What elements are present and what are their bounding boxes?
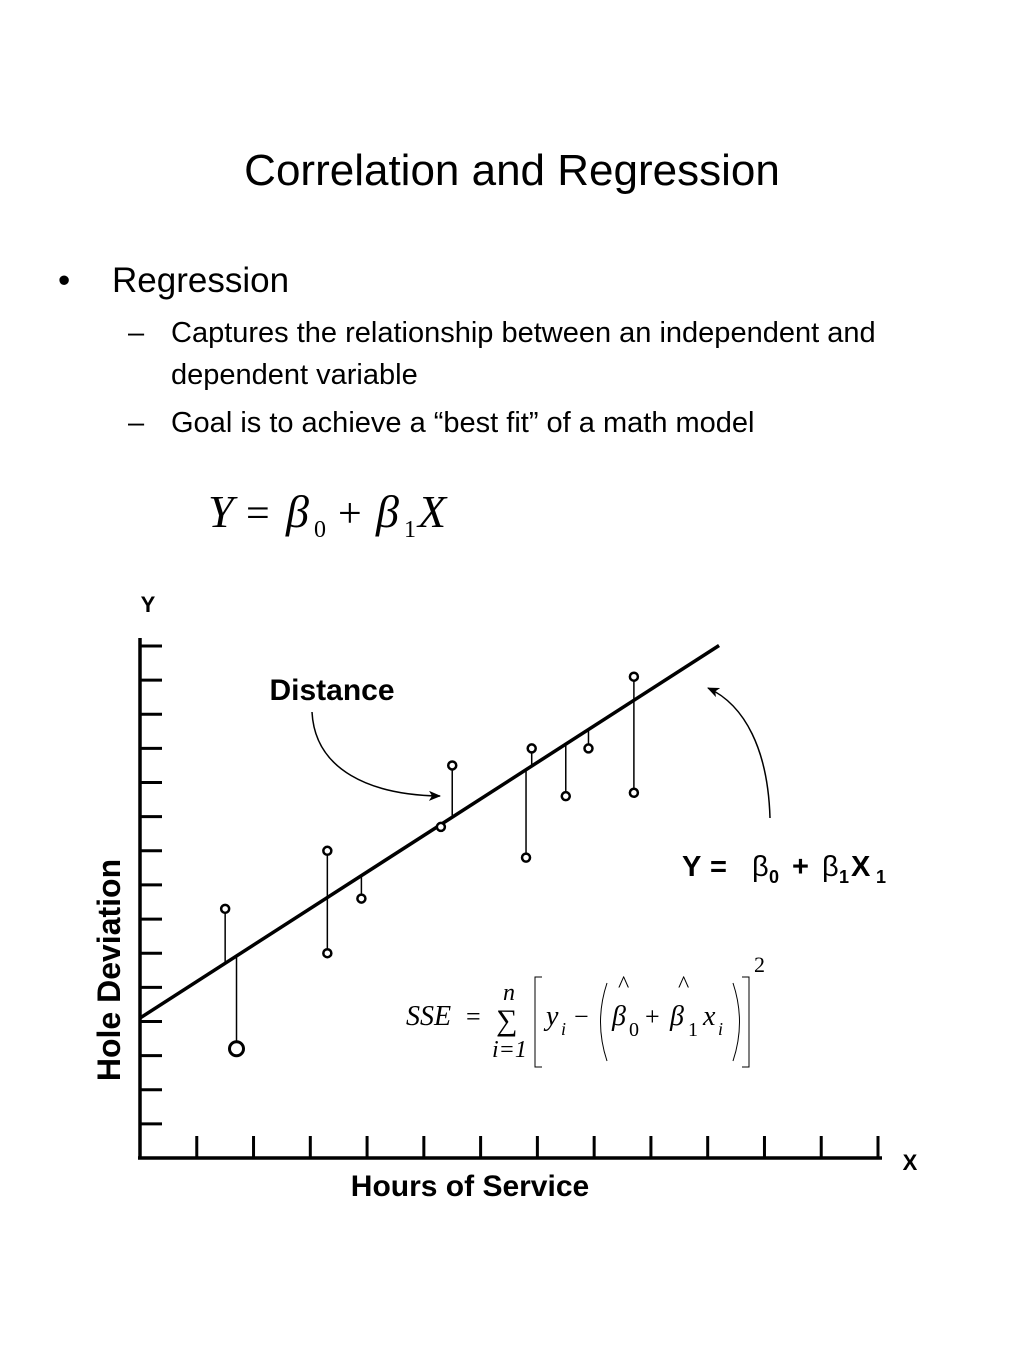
sse-hat0: ^ (618, 972, 630, 998)
data-point (584, 744, 592, 752)
regression-chart (0, 580, 1024, 1220)
bullet-dot: • (58, 261, 71, 300)
eq-beta1: β (376, 486, 399, 537)
sse-formula (406, 952, 765, 1067)
line-eq-xsub: 1 (876, 867, 887, 887)
line-eq-sub1: 1 (839, 867, 850, 887)
distance-arrow (312, 712, 440, 796)
sse-y-sub: i (561, 1019, 567, 1039)
sse-lower: i=1 (492, 1037, 527, 1063)
data-point (522, 854, 530, 862)
eq-sub1: 1 (404, 517, 416, 543)
sub-bullet-dash: – (128, 317, 145, 349)
fit-line (140, 646, 719, 1019)
x-axis-letter: X (902, 1150, 918, 1175)
sse-x: x (703, 1001, 716, 1032)
line-equation-label (682, 851, 886, 887)
sse-power: 2 (754, 952, 765, 977)
sse-hat1: ^ (678, 972, 690, 998)
data-point (562, 792, 570, 800)
y-axis-letter: Y (140, 592, 156, 617)
sse-sub1: 1 (688, 1019, 698, 1041)
line-eq-x: X (851, 851, 871, 883)
sse-left-bracket (535, 977, 542, 1067)
sse-equals: = (466, 1002, 481, 1031)
eq-beta0: β (286, 486, 309, 537)
sse-beta0: β (612, 1001, 626, 1032)
eq-y: Y (208, 486, 234, 537)
data-point (448, 761, 456, 769)
sse-right-paren (733, 983, 740, 1061)
sub-bullet-text: Captures the relationship between an independent and dependent variable (171, 317, 876, 391)
sse-upper: n (503, 980, 515, 1006)
x-axis-label: Hours of Service (350, 1170, 590, 1203)
distance-label: Distance (269, 674, 395, 707)
data-point (630, 789, 638, 797)
sub-bullet-text: Goal is to achieve a “best fit” of a math model (171, 407, 755, 439)
model-equation (190, 475, 490, 555)
line-eq-beta0: β (752, 851, 769, 883)
sse-x-sub: i (718, 1019, 724, 1039)
sse-lhs: SSE (406, 1001, 452, 1032)
line-eq-sub0: 0 (769, 867, 780, 887)
sse-left-paren (601, 983, 608, 1061)
eq-x: X (418, 486, 447, 537)
eq-plus: + (338, 491, 362, 537)
y-axis-label: Hole Deviation (91, 858, 127, 1082)
fit-line-group (140, 646, 719, 1019)
sse-plus: + (645, 1002, 660, 1031)
sse-sub0: 0 (629, 1019, 639, 1041)
data-point (437, 823, 445, 831)
data-points (221, 673, 638, 1056)
sse-sum: ∑ (496, 1004, 518, 1037)
data-point (323, 949, 331, 957)
sub-bullet-dash: – (128, 407, 145, 439)
line-eq-beta1: β (822, 851, 839, 883)
data-point (357, 895, 365, 903)
data-point (528, 744, 536, 752)
sse-minus: − (574, 1002, 589, 1031)
axes (138, 638, 882, 1158)
bullet-text: Regression (112, 261, 290, 300)
residual-lines (225, 677, 634, 1049)
sse-beta1: β (670, 1001, 684, 1032)
eq-sub0: 0 (314, 517, 326, 543)
data-point (323, 847, 331, 855)
sse-right-bracket (742, 977, 749, 1067)
data-point-open (230, 1042, 244, 1056)
line-eq-equals: = (710, 851, 727, 883)
line-label-arrow (708, 688, 770, 818)
line-eq-plus: + (792, 851, 809, 883)
slide-title: Correlation and Regression (244, 146, 780, 195)
eq-equals: = (246, 491, 270, 537)
data-point (221, 905, 229, 913)
sse-y: y (546, 1001, 559, 1032)
data-point (630, 673, 638, 681)
line-eq-y: Y (682, 851, 702, 883)
